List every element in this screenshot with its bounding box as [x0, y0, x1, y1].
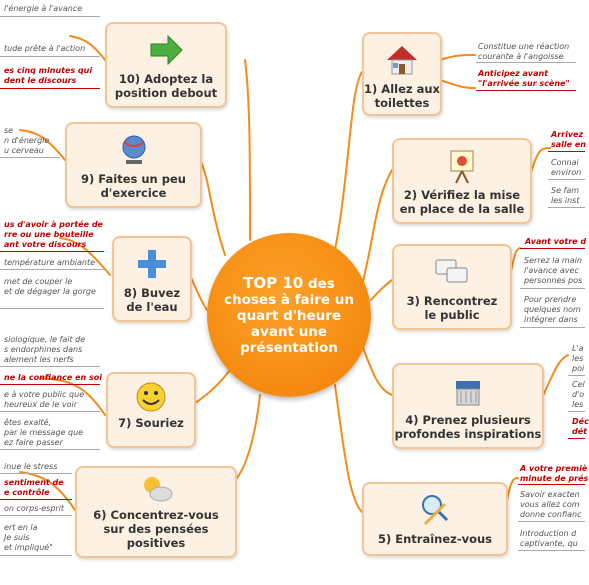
branch-10	[245, 60, 250, 240]
note-underline	[518, 484, 585, 485]
note-underline	[476, 90, 576, 91]
center-line-4: avant une	[250, 323, 328, 340]
branch-7	[192, 370, 230, 405]
topic-line: sur des pensées	[103, 522, 209, 536]
topic-line: 10) Adoptez la	[118, 72, 214, 86]
branch-1	[335, 72, 362, 250]
note-line: l'avance avec	[524, 266, 579, 275]
note-underline	[0, 473, 72, 474]
note-line: sentiment de	[4, 478, 64, 487]
note-line: vous allez com	[520, 500, 580, 509]
note-line: Déc	[572, 417, 589, 426]
branch-2	[362, 170, 392, 285]
note-line: "l'arrivée sur scène"	[478, 79, 570, 88]
topic-line: positives	[126, 536, 186, 550]
branch-5	[335, 385, 362, 512]
note-underline	[0, 384, 100, 385]
note-line: personnes pos	[524, 276, 583, 285]
note-line: Introduction d	[520, 529, 577, 538]
note-8c	[4, 277, 96, 297]
note-2a	[551, 130, 586, 150]
note-line: n d'énergie	[4, 136, 50, 145]
topic-line: 1) Allez aux	[364, 82, 440, 96]
note-6b	[4, 478, 64, 498]
note-2b	[551, 158, 581, 178]
note-underline	[0, 555, 72, 556]
topic-line: 6) Concentrez-vous	[93, 508, 219, 522]
note-5b	[520, 490, 581, 520]
note-underline	[0, 449, 100, 450]
note-line: température ambiante	[4, 258, 96, 267]
note-line: Constitue une réaction	[478, 42, 570, 51]
note-4b	[572, 380, 585, 410]
topic-2-room-setup[interactable]	[392, 138, 532, 224]
note-line: alement les nerfs	[4, 355, 74, 364]
note-line: donne confianc	[520, 510, 582, 519]
branch-9	[200, 160, 225, 255]
note-line: les inst	[551, 196, 580, 205]
branch-4	[362, 345, 392, 395]
green-arrow-icon	[146, 30, 186, 70]
note-7d	[4, 418, 83, 448]
note-10a	[4, 4, 82, 14]
note-line: êtes exalté,	[4, 418, 52, 427]
note-line: tude prête à l'action	[4, 44, 86, 53]
note-underline	[0, 269, 104, 270]
note-line: dent le discours	[4, 76, 77, 85]
topic-7-smile[interactable]	[106, 372, 196, 448]
note-6d	[4, 523, 53, 553]
note-line: Cel	[572, 380, 585, 389]
note-1a	[478, 42, 569, 62]
center-line-3: quart d'heure	[236, 307, 342, 324]
note-3c	[524, 295, 581, 325]
note-line: us d'avoir à portée de	[4, 220, 103, 229]
note-line: rre ou une bouteille	[4, 230, 94, 239]
note-line: Avant votre d	[525, 237, 587, 246]
note-2c	[551, 186, 579, 206]
topic-line: en place de la salle	[399, 202, 525, 216]
note-line: inue le stress	[4, 462, 58, 471]
note-line: et impliqué"	[4, 543, 53, 552]
note-line: s endorphines dans	[4, 345, 83, 354]
note-line: captivante, qu	[520, 539, 578, 548]
note-line: Serrez la main	[524, 256, 582, 265]
plus-icon	[132, 244, 172, 284]
sun-cloud-icon	[136, 472, 176, 506]
note-line: e à votre public que	[4, 390, 85, 399]
note-underline	[0, 251, 104, 252]
topic-6-positive-thoughts[interactable]	[75, 466, 237, 558]
note-10c	[4, 66, 92, 86]
note-line: salle en	[551, 140, 586, 149]
note-5c	[520, 529, 578, 549]
sub-branch-4	[542, 355, 568, 398]
note-line: les	[572, 400, 584, 409]
note-line: L'a	[572, 344, 584, 353]
topic-line: d'exercice	[100, 186, 167, 200]
note-underline	[0, 515, 72, 516]
note-underline	[0, 499, 72, 500]
note-line: ez faire passer	[4, 438, 63, 447]
note-underline	[548, 179, 585, 180]
note-line: les	[572, 354, 584, 363]
note-9a	[4, 126, 49, 156]
topic-line: toilettes	[374, 96, 430, 110]
topic-line: le public	[424, 308, 480, 322]
sub-branch-2	[530, 148, 550, 175]
sub-branch-1b	[440, 80, 475, 88]
topic-line: de l'eau	[126, 300, 178, 314]
note-7b	[4, 373, 102, 383]
note-8a	[4, 220, 103, 250]
note-line: ert en la	[4, 523, 38, 532]
note-underline	[0, 308, 104, 309]
note-line: d'o	[572, 390, 585, 399]
topic-line: 8) Buvez	[123, 286, 181, 300]
note-line: Arrivez	[551, 130, 584, 139]
note-line: u cerveau	[4, 146, 44, 155]
note-underline	[520, 327, 585, 328]
note-underline	[476, 62, 576, 63]
note-line: Savoir exacten	[520, 490, 580, 499]
topic-line: 2) Vérifiez la mise	[403, 188, 521, 202]
note-8b	[4, 258, 95, 268]
note-line: se	[4, 126, 14, 135]
topic-8-drink-water[interactable]	[112, 236, 192, 322]
note-line: quelques nom	[524, 305, 581, 314]
note-line: heureux de le voir	[4, 400, 77, 409]
speech-bubbles-icon	[432, 252, 472, 292]
topic-line: 7) Souriez	[118, 416, 184, 430]
note-line: par le message que	[4, 428, 84, 437]
note-line: dét	[572, 427, 587, 436]
note-line: environ	[551, 168, 582, 177]
center-line-1b: des	[303, 275, 335, 292]
note-line: et de dégager la gorge	[4, 287, 96, 296]
note-line: poi	[572, 364, 585, 373]
note-line: ant votre discours	[4, 240, 87, 249]
topic-line: 5) Entraînez-vous	[377, 532, 493, 546]
branch-8	[190, 276, 207, 310]
branch-6	[235, 395, 260, 480]
note-underline	[0, 16, 100, 17]
magnifier-pencil-icon	[415, 490, 455, 530]
note-line: Se fam	[551, 186, 580, 195]
note-line: minute de prés	[520, 474, 589, 483]
note-line: e contrôle	[4, 488, 50, 497]
note-underline	[0, 411, 100, 412]
globe-monitor-icon	[114, 130, 154, 170]
topic-line: 3) Rencontrez	[406, 294, 498, 308]
note-6c	[4, 504, 64, 514]
note-line: Connai	[551, 158, 579, 167]
note-line: on corps-esprit	[4, 504, 65, 513]
note-underline	[0, 157, 60, 158]
note-1b	[478, 69, 570, 89]
note-line: siologique, le fait de	[4, 335, 86, 344]
topic-line: 9) Faites un peu	[81, 172, 186, 186]
note-underline	[548, 207, 585, 208]
note-line: ne la confiance en soi	[4, 373, 103, 382]
note-line: Anticipez avant	[478, 69, 549, 78]
note-underline	[518, 550, 585, 551]
note-underline	[0, 366, 100, 367]
note-5a	[520, 464, 588, 484]
center-line-1a: TOP 10	[243, 273, 304, 292]
note-line: met de couper le	[4, 277, 73, 286]
note-4a	[572, 344, 584, 374]
note-underline	[0, 88, 100, 89]
topic-3-meet-public[interactable]	[392, 244, 512, 330]
topic-9-exercise[interactable]	[65, 122, 202, 208]
note-underline	[518, 521, 585, 522]
topic-line: position debout	[114, 86, 218, 100]
presentation-board-icon	[442, 146, 482, 186]
smiley-icon	[131, 380, 171, 414]
central-topic	[207, 233, 371, 397]
note-line: l'énergie à l'avance	[4, 4, 83, 13]
topic-line: 4) Prenez plusieurs	[405, 413, 531, 427]
topic-1-restroom[interactable]	[362, 32, 442, 116]
note-4c	[572, 417, 589, 437]
note-line: Pour prendre	[524, 295, 577, 304]
note-line: A votre premiè	[520, 464, 588, 473]
sub-branch-1	[440, 55, 475, 60]
note-6a	[4, 462, 57, 472]
note-underline	[548, 151, 585, 152]
center-line-5: présentation	[240, 339, 338, 356]
topic-10-standing-position[interactable]	[105, 22, 227, 108]
note-7a	[4, 335, 85, 365]
note-line: intégrer dans	[524, 315, 578, 324]
shredder-icon	[448, 371, 488, 411]
note-line: es cinq minutes qui	[4, 66, 93, 75]
branch-3	[371, 280, 392, 300]
topic-4-breathe[interactable]	[392, 363, 544, 449]
note-3a	[525, 237, 586, 247]
note-line: Je suis	[4, 533, 30, 542]
note-underline	[568, 411, 585, 412]
note-underline	[568, 375, 585, 376]
note-3b	[524, 256, 582, 286]
center-line-2: choses à faire un	[224, 291, 354, 308]
note-underline	[520, 288, 585, 289]
house-icon	[382, 40, 422, 80]
note-10b	[4, 44, 85, 54]
topic-5-practice[interactable]	[362, 482, 508, 556]
note-underline	[520, 248, 585, 249]
note-line: courante à l'angoisse	[478, 52, 564, 61]
note-underline	[0, 56, 100, 57]
topic-line: profondes inspirations	[394, 427, 542, 441]
note-7c	[4, 390, 84, 410]
note-underline	[568, 438, 585, 439]
